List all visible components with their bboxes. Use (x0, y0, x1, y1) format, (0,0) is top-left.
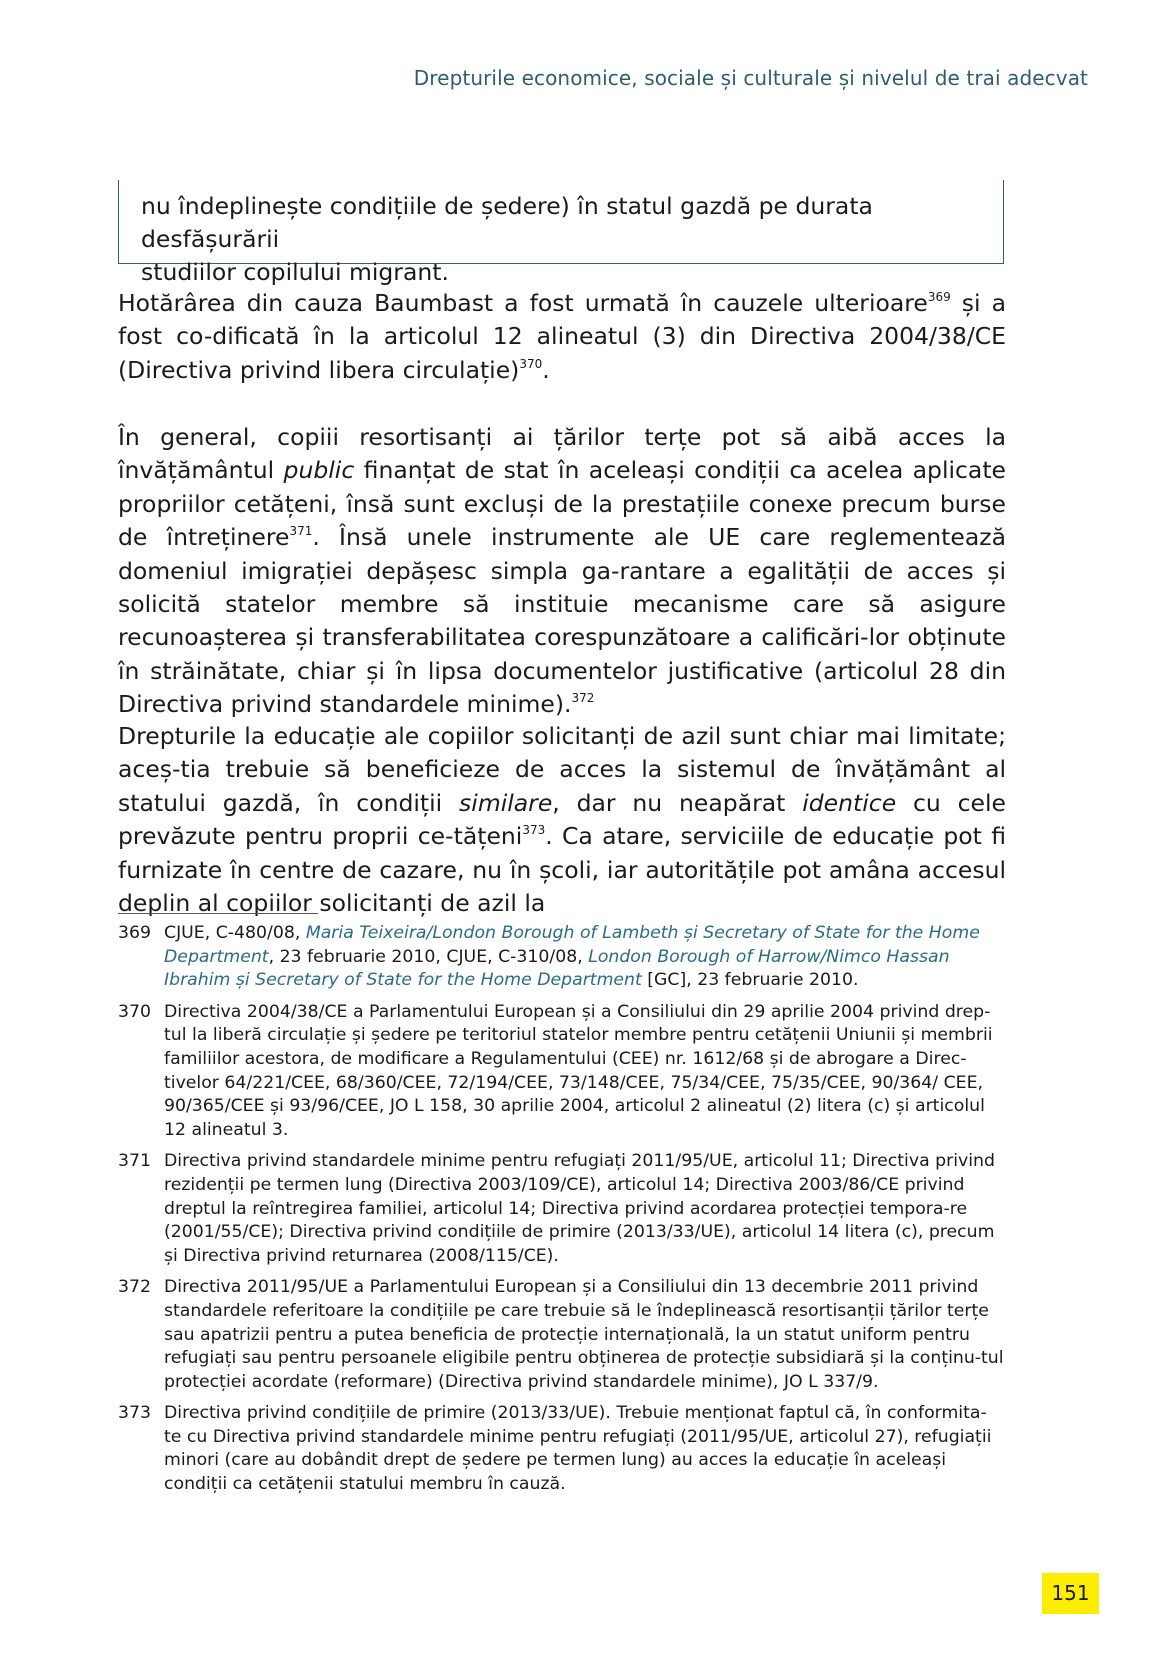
paragraph-text: finanțat de stat în aceleași condiții ca acelea aplicate propriilor cetățeni, însă sunt excluși de la prestațiile conexe precum burse de întreținere (118, 456, 1006, 552)
paragraph-text: cu cele prevăzute pentru proprii ce-tățeni (118, 788, 1007, 851)
case-link-ibrahim[interactable]: London Borough of Harrow/Nimco Hassan Ibrahim și Secretary of State for the Home Department (164, 946, 950, 991)
footnote-370 (118, 1001, 1004, 1143)
boxed-quote-line-1: nu îndeplinește condițiile de ședere) în statul gazdă pe durata desfășurării (141, 192, 873, 253)
emphasis-text: identice (802, 788, 897, 817)
footnote-divider (118, 913, 318, 914)
footnote-ref-371[interactable]: 371 (289, 524, 313, 539)
footnote-text: Directiva 2011/95/UE a Parlamentului European și a Consiliului din 13 decembrie 2011 privind standardele referitoare la condițiile pe care trebuie să le îndeplinească resortisanții țărilor terțe sau apatrizii pentru a putea beneficia de protecție internațională, la un statut uniform pentru refugiați sau pentru persoanele eligibile pentru obținerea de protecție subsidiară și la conținu-tul protecției acordate (reformare) (Directiva privind standardele minime), JO L 337/9. (164, 1277, 1004, 1392)
paragraph-text: . Ca atare, serviciile de educație pot fi furnizate în centre de cazare, nu în școli, iar autoritățile pot amâna accesul deplin al copiilor solicitanți de azil la (118, 822, 1007, 918)
footnote-ref-369[interactable]: 369 (927, 289, 951, 304)
footnote-text (164, 922, 1004, 993)
footnotes (118, 922, 1004, 1505)
boxed-quote-line-2: studiilor copilului migrant. (141, 258, 449, 286)
paragraph-text: , dar nu neapărat (552, 788, 803, 817)
footnote-number: 371 (118, 1151, 151, 1172)
footnote-text: Directiva privind condițiile de primire (2013/33/UE). Trebuie menționat faptul că, în conformita-te cu Directiva privind standardele minime pentru refugiați (2011/95/UE, articolul 27), refugiații minori (care au dobândit drept de ședere pe termen lung) au acces la educație în aceleași condiții ca cetățenii statului membru în cauză. (164, 1403, 992, 1495)
footnote-number: 370 (118, 1001, 151, 1022)
page-number-badge: 151 (1042, 1573, 1099, 1614)
footnote-371 (118, 1150, 1004, 1268)
footnote-text: Directiva 2004/38/CE a Parlamentului European și a Consiliului din 29 aprilie 2004 privind drep-tul la liberă circulație și ședere pe teritoriul statelor membre pentru cetățenii Uniunii și membrii familiilor acestora, de modificare a Regulamentului (CEE) nr. 1612/68 și de abrogare a Direc-tivelor 64/221/CEE, 68/360/CEE, 72/194/CEE, 73/148/CEE, 75/34/CEE, 75/35/CEE, 90/364/ CEE, 90/365/CEE și 93/96/CEE, JO L 158, 30 aprilie 2004, articolul 2 alineatul (2) litera (c) și articolul 12 alineatul 3. (164, 1001, 993, 1140)
paragraph-text: Drepturile la educație ale copiilor solicitanți de azil sunt chiar mai limitate; aceș-tia trebuie să beneficieze de acces la sistemul de învățământ al statului gazdă, în condiții (118, 722, 1006, 817)
footnote-text-part: , 23 februarie 2010, CJUE, C-310/08, (268, 946, 589, 967)
paragraph-text: și a fost co-dificată în la articolul 12 alineatul (3) din Directiva 2004/38/CE (Directiva privind libera circulație) (118, 289, 1006, 384)
footnote-ref-372[interactable]: 372 (571, 691, 595, 706)
footnote-number: 372 (118, 1277, 151, 1298)
footnote-369 (118, 922, 1004, 993)
emphasis-text: public (283, 456, 355, 485)
footnote-373 (118, 1402, 1004, 1496)
footnote-text: Directiva privind standardele minime pentru refugiați 2011/95/UE, articolul 11; Directiva privind rezidenții pe termen lung (Directiva 2003/109/CE), articolul 14; Directiva 2003/86/CE privind dreptul la reîntregirea familiei, articolul 14; Directiva privind acordarea protecției tempora-re (2001/55/CE); Directiva privind condițiile de primire (2013/33/UE), articolul 14 litera (c), precum și Directiva privind returnarea (2008/115/CE). (164, 1151, 995, 1266)
paragraph-asylum-seekers (118, 720, 1006, 920)
case-link-teixeira[interactable]: Maria Teixeira/London Borough of Lambeth și Secretary of State for the Home Department (164, 923, 980, 967)
footnote-ref-370[interactable]: 370 (519, 356, 543, 371)
paragraph-text: . Însă unele instrumente ale UE care reglementează domeniul imigrației depășesc simpla ga-rantare a egalității de acces și solicită statelor membre să instituie mecanisme care să asigure recunoașterea și transferabilitatea corespunzătoare a calificări-lor obținute în străinătate, chiar și în lipsa documentelor justificative (articolul 28 din Directiva privind standardele minime). (118, 523, 1006, 719)
paragraph-text: În general, copiii resortisanți ai țărilor terțe pot să aibă acces la învățământul (118, 423, 1006, 485)
paragraph-baumbast (118, 287, 1006, 387)
footnote-number: 373 (118, 1403, 151, 1424)
emphasis-text: similare (459, 788, 553, 817)
footnote-number: 369 (118, 923, 151, 943)
paragraph-text: Hotărârea din cauza Baumbast a fost urmată în cauzele ulterioare (118, 289, 928, 317)
running-header: Drepturile economice, sociale și culturale și nivelul de trai adecvat (413, 66, 1088, 90)
paragraph-text: . (542, 355, 550, 384)
paragraph-third-country-children (118, 421, 1006, 722)
boxed-quote (118, 180, 1004, 286)
footnote-text-part: CJUE, C-480/08, (164, 923, 306, 943)
footnote-ref-373[interactable]: 373 (522, 823, 546, 838)
footnote-text-part: [GC], 23 februarie 2010. (641, 970, 859, 991)
footnote-372 (118, 1276, 1004, 1394)
